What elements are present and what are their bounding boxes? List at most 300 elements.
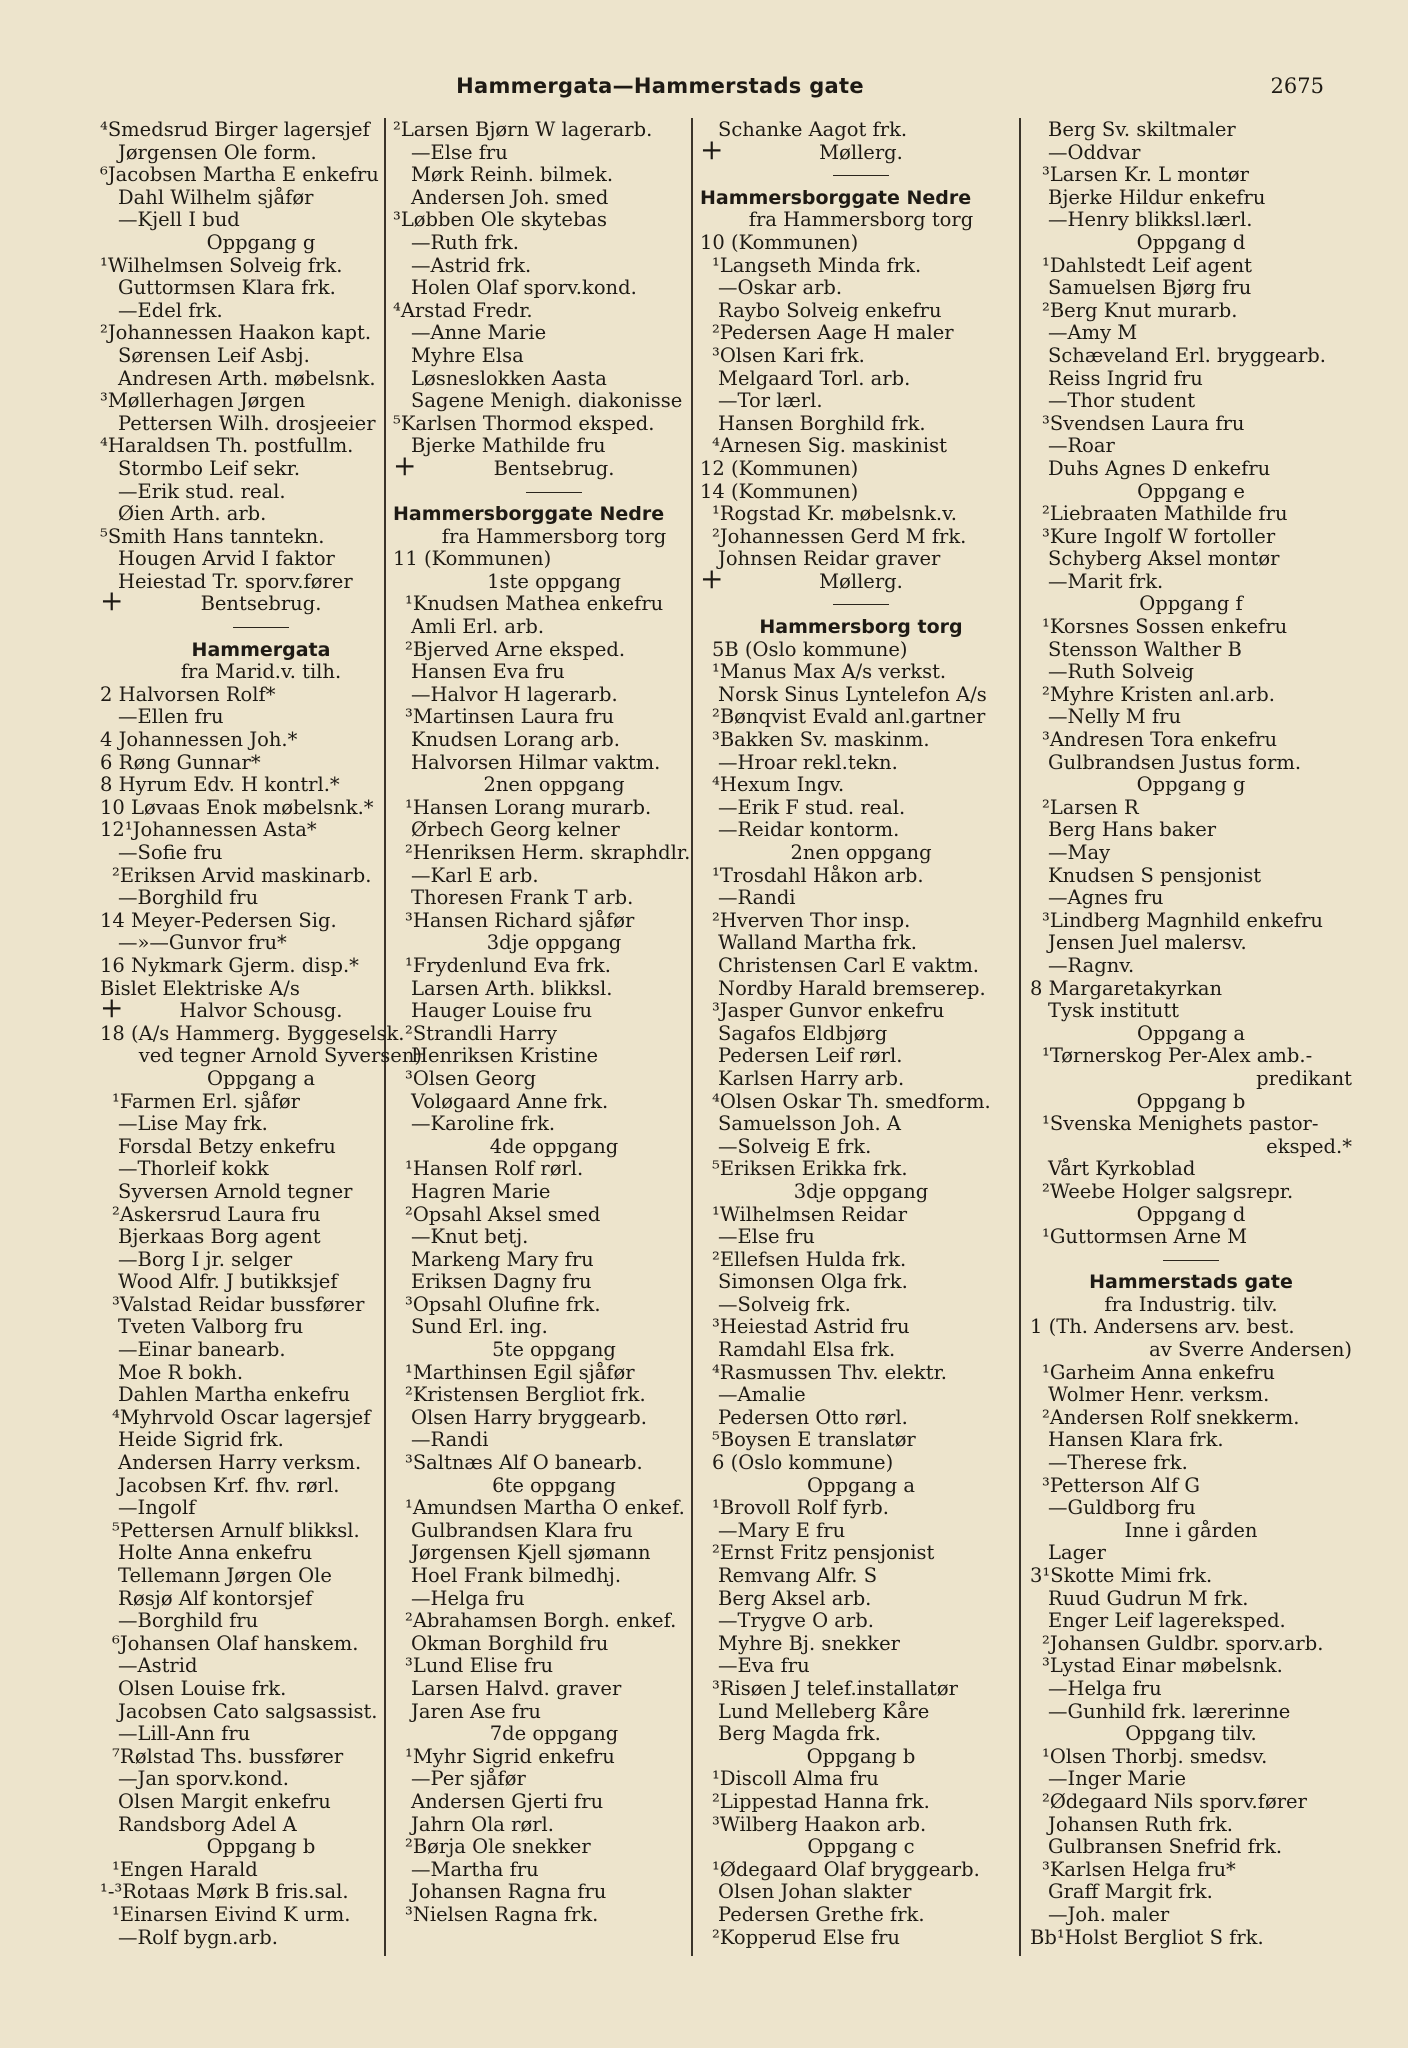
directory-entry: ²Kristensen Bergliot frk. [405, 1383, 646, 1407]
directory-entry: Bjerke Hildur enkefru [1048, 185, 1266, 209]
directory-entry: ²Abrahamsen Borgh. enkef. [405, 1609, 677, 1633]
directory-entry: ²Ellefsen Hulda frk. [712, 1247, 907, 1271]
directory-entry: —May [1048, 841, 1111, 864]
directory-entry: —»—Gunvor fru* [118, 931, 287, 955]
section-divider [393, 481, 715, 504]
section-label: Oppgang g [1136, 773, 1246, 797]
directory-entry: —Reidar kontorm. [718, 818, 900, 842]
directory-entry: Schanke Aagot frk. [718, 118, 908, 141]
directory-entry: ¹Einarsen Eivind K urm. [112, 1902, 351, 1926]
directory-entry: Thoresen Frank T arb. [411, 886, 634, 910]
directory-entry: Pedersen Grethe frk. [718, 1902, 925, 1926]
street-heading: Hammersborg torg [759, 616, 963, 639]
directory-entry: ²Hverven Thor insp. [712, 908, 911, 932]
directory-entry: ¹Engen Harald [112, 1857, 258, 1881]
directory-entry: ³Risøen J telef.installatør [712, 1676, 958, 1700]
directory-entry: —Hroar rekl.tekn. [718, 750, 898, 774]
directory-entry: —Ruth Solveig [1048, 660, 1194, 684]
section-label: fra Hammersborg torg [748, 208, 974, 232]
directory-entry: —Kjell I bud [118, 208, 240, 232]
directory-entry: ⁴Olsen Oskar Th. smedform. [712, 1089, 991, 1113]
directory-entry: Wood Alfr. J butikksjef [118, 1270, 338, 1294]
directory-entry: Hansen Eva fru [411, 660, 565, 684]
directory-entry: 12 (Kommunen) [700, 456, 859, 480]
section-label: 2nen oppgang [790, 841, 932, 864]
directory-entry: Larsen Halvd. graver [411, 1676, 622, 1700]
directory-entry: Norsk Sinus Lyntelefon A/s [718, 682, 987, 706]
directory-entry: Wolmer Henr. verksm. [1048, 1383, 1270, 1407]
directory-entry: —Ingolf [118, 1496, 196, 1520]
directory-entry: ⁶Jacobsen Martha E enkefru [100, 163, 379, 187]
directory-entry: Samuelsen Bjørg fru [1048, 276, 1252, 300]
directory-entry: —Thor student [1048, 389, 1196, 413]
directory-entry: Johnsen Reidar graver [718, 547, 941, 571]
directory-entry: ⁶Johansen Olaf hanskem. [112, 1631, 359, 1655]
directory-entry: ³Opsahl Olufine frk. [405, 1292, 601, 1316]
directory-entry: —Eva fru [718, 1654, 810, 1678]
directory-entry: Berg Magda frk. [718, 1722, 881, 1746]
directory-entry: ³Kure Ingolf W fortoller [1042, 524, 1276, 548]
directory-entry: ⁴Arstad Fredr. [393, 298, 533, 322]
directory-entry: Reiss Ingrid fru [1048, 366, 1203, 390]
directory-entry: Knudsen Lorang arb. [411, 728, 620, 752]
section-label: 5te oppgang [492, 1338, 616, 1362]
directory-entry: Pedersen Otto rørl. [718, 1405, 908, 1429]
directory-entry: —Guldborg fru [1048, 1496, 1196, 1520]
directory-entry: 8 Hyrum Edv. H kontrl.* [100, 773, 340, 797]
directory-entry: Berg Aksel arb. [718, 1586, 872, 1610]
section-divider [1030, 1249, 1352, 1272]
section-label: Oppgang a [1137, 1021, 1245, 1045]
directory-entry: Dahlen Martha enkefru [118, 1383, 351, 1407]
directory-entry: 14 (Kommunen) [700, 479, 859, 503]
directory-entry: Amli Erl. arb. [411, 615, 545, 639]
directory-entry: Tveten Valborg fru [118, 1315, 304, 1339]
directory-entry: —Helga fru [1048, 1676, 1162, 1700]
directory-entry: ³Olsen Georg [405, 1066, 537, 1090]
directory-entry: ¹Rogstad Kr. møbelsnk.v. [712, 502, 957, 526]
directory-entry: Christensen Carl E vaktm. [718, 953, 980, 977]
directory-entry: ³Løbben Ole skytebas [393, 208, 608, 232]
section-label: Inne i gården [1124, 1518, 1258, 1542]
directory-entry: ²Opsahl Aksel smed [405, 1202, 601, 1226]
directory-entry: Walland Martha frk. [718, 931, 917, 955]
directory-entry: —Knut betj. [411, 1225, 529, 1249]
directory-entry: —Oskar arb. [718, 276, 843, 300]
cross-street-marker: + Bentsebrug. [100, 593, 422, 616]
directory-entry: 12¹Johannessen Asta* [100, 818, 317, 842]
directory-entry: ¹Marthinsen Egil sjåfør [405, 1360, 635, 1384]
directory-entry: 1 (Th. Andersens arv. best. [1030, 1315, 1295, 1339]
directory-entry: Gulbransen Snefrid frk. [1048, 1835, 1283, 1859]
directory-entry: ³Olsen Kari frk. [712, 343, 865, 367]
directory-entry: Lund Melleberg Kåre [718, 1699, 930, 1723]
directory-entry: ³Jasper Gunvor enkefru [712, 999, 945, 1023]
section-divider [700, 593, 1022, 616]
directory-entry: —Karoline frk. [411, 1112, 556, 1136]
directory-entry: Øien Arth. arb. [118, 502, 267, 526]
directory-entry: —Trygve O arb. [718, 1609, 874, 1633]
directory-entry: 6 Røng Gunnar* [100, 750, 261, 774]
directory-entry: Markeng Mary fru [411, 1247, 594, 1271]
directory-entry: ³Larsen Kr. L montør [1042, 163, 1249, 187]
directory-column-1 [100, 119, 422, 1949]
directory-entry: Sørensen Leif Asbj. [118, 343, 310, 367]
section-label: 1ste oppgang [487, 569, 621, 593]
directory-entry: Jørgensen Kjell sjømann [411, 1541, 651, 1565]
directory-entry: Nordby Harald bremserep. [718, 976, 986, 1000]
directory-entry: —Helga fru [411, 1586, 525, 1610]
directory-entry: ⁴Myhrvold Oscar lagersjef [112, 1405, 371, 1429]
directory-entry: ⁵Smith Hans tanntekn. [100, 524, 325, 548]
directory-entry: ¹Wilhelmsen Solveig frk. [100, 253, 343, 277]
directory-entry: —Solveig frk. [718, 1292, 851, 1316]
directory-entry: Vårt Kyrkoblad [1048, 1157, 1196, 1181]
directory-entry: Hougen Arvid I faktor [118, 547, 335, 571]
section-label: Oppgang tilv. [1125, 1722, 1257, 1746]
directory-entry: —Gunhild frk. lærerinne [1048, 1699, 1291, 1723]
directory-column-2 [393, 119, 715, 1927]
directory-entry: eksped.* [1266, 1134, 1352, 1158]
directory-entry: ²Lippestad Hanna frk. [712, 1789, 930, 1813]
directory-entry: ²Askersrud Laura fru [112, 1202, 321, 1226]
directory-entry: ²Bjerved Arne eksped. [405, 637, 626, 661]
directory-entry: ³Lystad Einar møbelsnk. [1042, 1654, 1283, 1678]
directory-entry: ³Lund Elise fru [405, 1654, 554, 1678]
directory-entry: Andresen Arth. møbelsnk. [118, 366, 376, 390]
directory-entry: Berg Hans baker [1048, 818, 1217, 842]
directory-entry: Hauger Louise fru [411, 999, 593, 1023]
section-label: Oppgang b [1136, 1089, 1246, 1113]
cross-street-marker: + Halvor Schousg. [100, 1000, 422, 1023]
directory-entry: ¹Korsnes Sossen enkefru [1042, 615, 1288, 639]
directory-entry: Gulbrandsen Justus form. [1048, 750, 1302, 774]
directory-entry: ¹Dahlstedt Leif agent [1042, 253, 1252, 277]
directory-entry: ¹Discoll Alma fru [712, 1767, 879, 1791]
section-label: fra Marid.v. tilh. [180, 660, 342, 684]
directory-entry: Gulbrandsen Klara fru [411, 1518, 633, 1542]
directory-entry: —Nelly M fru [1048, 705, 1182, 729]
directory-entry: Hansen Klara frk. [1048, 1428, 1224, 1452]
directory-entry: —Erik stud. real. [118, 479, 286, 503]
directory-entry: ²Myhre Kristen anl.arb. [1042, 682, 1275, 706]
directory-entry: ³Karlsen Helga fru* [1042, 1857, 1236, 1881]
directory-entry: Halvorsen Hilmar vaktm. [411, 750, 661, 774]
directory-entry: Enger Leif lagereksped. [1048, 1609, 1286, 1633]
section-label: Oppgang a [207, 1066, 315, 1090]
directory-entry: —Jan sporv.kond. [118, 1767, 289, 1791]
directory-entry: ²Johannessen Haakon kapt. [100, 321, 372, 345]
section-label: Oppgang b [806, 1744, 916, 1768]
section-label: 3dje oppgang [793, 1179, 929, 1203]
directory-entry: Knudsen S pensjonist [1048, 863, 1262, 887]
directory-entry: 6 (Oslo kommune) [712, 1451, 894, 1475]
directory-entry: ¹Tørnerskog Per-Alex amb.- [1042, 1044, 1313, 1068]
directory-entry: ¹Garheim Anna enkefru [1042, 1360, 1275, 1384]
directory-entry: ³Svendsen Laura fru [1042, 411, 1245, 435]
directory-entry: Schæveland Erl. bryggearb. [1048, 343, 1326, 367]
directory-entry: —Rolf bygn.arb. [118, 1925, 278, 1949]
directory-entry: —Henry blikksl.lærl. [1048, 208, 1253, 232]
directory-entry: Tysk institutt [1048, 999, 1179, 1023]
directory-entry: ⁵Karlsen Thormod eksped. [393, 411, 655, 435]
directory-entry: ¹Manus Max A/s verkst. [712, 660, 947, 684]
directory-entry: —Martha fru [411, 1857, 539, 1881]
directory-entry: Jensen Juel malersv. [1048, 931, 1247, 955]
directory-entry: —Edel frk. [118, 298, 223, 322]
directory-entry: Røsjø Alf kontorsjef [118, 1586, 313, 1610]
section-label: Oppgang c [807, 1835, 915, 1859]
directory-entry: 4 Johannessen Joh.* [100, 728, 298, 752]
directory-entry: ⁴Hexum Ingv. [712, 773, 845, 797]
street-heading: Hammersborggate Nedre [393, 503, 665, 526]
directory-entry: 10 (Kommunen) [700, 230, 859, 254]
directory-entry: Andersen Joh. smed [411, 185, 609, 209]
directory-entry: Hagren Marie [411, 1179, 551, 1203]
directory-entry: Olsen Louise frk. [118, 1676, 287, 1700]
directory-entry: Raybo Solveig enkefru [718, 298, 942, 322]
directory-entry: ³Wilberg Haakon arb. [712, 1812, 927, 1836]
directory-entry: ¹Trosdahl Håkon arb. [712, 863, 924, 887]
directory-entry: ¹Langseth Minda frk. [712, 253, 922, 277]
directory-entry: ³Heiestad Astrid fru [712, 1315, 910, 1339]
directory-entry: ¹Brovoll Rolf fyrb. [712, 1496, 889, 1520]
directory-entry: Bjerkaas Borg agent [118, 1225, 321, 1249]
section-label: 2nen oppgang [483, 773, 625, 797]
page-header-title: Hammergata—Hammerstads gate [456, 74, 864, 98]
directory-entry: ²Liebraaten Mathilde fru [1042, 502, 1288, 526]
directory-entry: —Sofie fru [118, 841, 223, 864]
directory-entry: Ruud Gudrun M frk. [1048, 1586, 1249, 1610]
directory-entry: ⁴Haraldsen Th. postfullm. [100, 434, 354, 458]
directory-entry: Heiestad Tr. sporv.fører [118, 569, 353, 593]
directory-entry: —Einar banearb. [118, 1338, 286, 1362]
directory-entry: —Borghild fru [118, 1609, 259, 1633]
directory-entry: 3¹Skotte Mimi frk. [1030, 1564, 1213, 1587]
directory-entry: Løsneslokken Aasta [411, 366, 607, 390]
directory-entry: ²Ernst Fritz pensjonist [712, 1541, 935, 1565]
directory-entry: ⁵Eriksen Erikka frk. [712, 1157, 908, 1181]
directory-entry: ²Johannessen Gerd M frk. [712, 524, 967, 548]
street-heading: Hammergata [191, 638, 331, 661]
directory-entry: ³Petterson Alf G [1042, 1473, 1200, 1497]
directory-column-3 [700, 119, 1022, 1949]
directory-entry: Andersen Harry verksm. [118, 1451, 362, 1475]
section-label: Oppgang f [1139, 592, 1243, 616]
directory-entry: Larsen Arth. blikksl. [411, 976, 613, 1000]
directory-entry: —Thorleif kokk [118, 1157, 269, 1181]
directory-column-4 [1030, 119, 1352, 1949]
directory-entry: 18 (A/s Hammerg. Byggeselsk. [100, 1021, 405, 1045]
directory-entry: Moe R bokh. [118, 1360, 244, 1384]
directory-entry: ³Nielsen Ragna frk. [405, 1902, 599, 1926]
directory-entry: —Astrid frk. [411, 253, 532, 277]
cross-street-marker: + Møllerg. [700, 142, 1022, 165]
directory-entry: Bb¹Holst Bergliot S frk. [1030, 1925, 1264, 1949]
directory-entry: Stormbo Leif sekr. [118, 456, 301, 480]
directory-entry: Okman Borghild fru [411, 1631, 609, 1655]
directory-entry: ²Pedersen Aage H maler [712, 321, 954, 345]
directory-entry: —Inger Marie [1048, 1767, 1186, 1791]
directory-entry: Mørk Reinh. bilmek. [411, 163, 614, 187]
directory-entry: Remvang Alfr. S [718, 1564, 878, 1587]
directory-entry: ³Bakken Sv. maskinm. [712, 728, 930, 752]
directory-entry: Samuelsson Joh. A [718, 1112, 901, 1136]
directory-entry: Olsen Harry bryggearb. [411, 1405, 647, 1429]
directory-entry: Dahl Wilhelm sjåfør [118, 185, 314, 209]
directory-entry: Heide Sigrid frk. [118, 1428, 284, 1452]
directory-entry: Graff Margit frk. [1048, 1880, 1213, 1904]
directory-entry: Syversen Arnold tegner [118, 1179, 353, 1203]
directory-entry: ¹Myhr Sigrid enkefru [405, 1744, 615, 1768]
directory-entry: ²Larsen R [1042, 795, 1139, 819]
directory-entry: Ramdahl Elsa frk. [718, 1338, 896, 1362]
directory-entry: —Borg I jr. selger [118, 1247, 293, 1271]
section-label: 6te oppgang [492, 1473, 616, 1497]
directory-entry: ⁷Rølstad Ths. bussfører [112, 1744, 344, 1768]
directory-entry: —Amalie [718, 1383, 806, 1407]
directory-entry: 8 Margaretakyrkan [1030, 976, 1223, 1000]
section-label: Oppgang d [1136, 230, 1246, 254]
directory-entry: ²Johansen Guldbr. sporv.arb. [1042, 1631, 1324, 1655]
page-number: 2675 [1270, 74, 1324, 98]
directory-entry: ³Valstad Reidar bussfører [112, 1292, 365, 1316]
directory-entry: ²Børja Ole snekker [405, 1835, 591, 1859]
directory-entry: —Else fru [411, 140, 508, 164]
street-heading: Hammersborggate Nedre [700, 186, 972, 209]
directory-entry: ³Hansen Richard sjåfør [405, 908, 635, 932]
directory-entry: Voløgaard Anne frk. [411, 1089, 609, 1113]
directory-entry: Forsdal Betzy enkefru [118, 1134, 336, 1158]
directory-entry: 16 Nykmark Gjerm. disp.* [100, 953, 359, 977]
directory-entry: —Amy M [1048, 321, 1138, 345]
directory-entry: —Else fru [718, 1225, 815, 1249]
directory-entry: ¹Guttormsen Arne M [1042, 1225, 1248, 1249]
directory-entry: ¹-³Rotaas Mørk B fris.sal. [100, 1880, 349, 1904]
directory-entry: ²Strandli Harry [405, 1021, 557, 1045]
directory-entry: Bislet Elektriske A/s [100, 976, 300, 1000]
directory-entry: Jørgensen Ole form. [118, 140, 317, 164]
directory-entry: Henriksen Kristine [411, 1044, 599, 1068]
directory-entry: Bjerke Mathilde fru [411, 434, 606, 458]
directory-entry: Jahrn Ola rørl. [411, 1812, 554, 1836]
directory-entry: Jacobsen Krf. fhv. rørl. [118, 1473, 340, 1497]
directory-entry: Johansen Ragna fru [411, 1880, 607, 1904]
directory-entry: ³Martinsen Laura fru [405, 705, 615, 729]
directory-entry: —Randi [718, 886, 796, 910]
directory-entry: Randsborg Adel A [118, 1812, 297, 1836]
directory-entry: —Joh. maler [1048, 1902, 1170, 1926]
directory-entry: —Ragnv. [1048, 953, 1135, 977]
directory-entry: ²Berg Knut murarb. [1042, 298, 1238, 322]
directory-entry: Holte Anna enkefru [118, 1541, 313, 1565]
directory-entry: Karlsen Harry arb. [718, 1066, 905, 1090]
directory-entry: ³Andresen Tora enkefru [1042, 728, 1278, 752]
directory-entry: ¹Ødegaard Olaf bryggearb. [712, 1857, 980, 1881]
directory-entry: Jacobsen Cato salgsassist. [118, 1699, 378, 1723]
directory-entry: Tellemann Jørgen Ole [118, 1564, 332, 1587]
directory-entry: Berg Sv. skiltmaler [1048, 118, 1236, 141]
directory-entry: Ørbech Georg kelner [411, 818, 620, 842]
directory-entry: Hoel Frank bilmedhj. [411, 1564, 622, 1587]
section-label: Oppgang a [807, 1473, 915, 1497]
directory-entry: ⁴Arnesen Sig. maskinist [712, 434, 947, 458]
directory-entry: Jaren Ase fru [411, 1699, 541, 1723]
directory-entry: Hansen Borghild frk. [718, 411, 926, 435]
directory-entry: ³Saltnæs Alf O banearb. [405, 1451, 643, 1475]
section-label: 4de oppgang [489, 1134, 619, 1158]
directory-entry: —Therese frk. [1048, 1451, 1188, 1475]
directory-entry: Eriksen Dagny fru [411, 1270, 592, 1294]
directory-entry: 10 Løvaas Enok møbelsnk.* [100, 795, 374, 819]
directory-entry: Pedersen Leif rørl. [718, 1044, 903, 1068]
section-label: 3dje oppgang [486, 931, 622, 955]
directory-entry: Guttormsen Klara frk. [118, 276, 336, 300]
cross-street-marker: + Bentsebrug. [393, 458, 715, 481]
directory-entry: —Ruth frk. [411, 230, 519, 254]
directory-entry: ¹Hansen Rolf rørl. [405, 1157, 584, 1181]
directory-entry: —Roar [1048, 434, 1115, 458]
directory-entry: Johansen Ruth frk. [1048, 1812, 1233, 1836]
directory-entry: ⁵Pettersen Arnulf blikksl. [112, 1518, 360, 1542]
directory-entry: Pettersen Wilh. drosjeeier [118, 411, 376, 435]
directory-entry: —Halvor H lagerarb. [411, 682, 618, 706]
directory-entry: —Lill-Ann fru [118, 1722, 251, 1746]
directory-entry: —Oddvar [1048, 140, 1141, 164]
directory-entry: Andersen Gjerti fru [411, 1789, 604, 1813]
directory-entry: 5B (Oslo kommune) [712, 637, 908, 661]
section-label: Oppgang g [206, 230, 316, 254]
directory-entry: 14 Meyer-Pedersen Sig. [100, 908, 337, 932]
directory-entry: —Astrid [118, 1654, 198, 1678]
directory-entry: Olsen Margit enkefru [118, 1789, 331, 1813]
directory-entry: Lager [1048, 1541, 1106, 1565]
directory-entry: —Erik F stud. real. [718, 795, 906, 819]
directory-entry: ³Lindberg Magnhild enkefru [1042, 908, 1323, 932]
directory-entry: —Ellen fru [118, 705, 224, 729]
directory-entry: ²Larsen Bjørn W lagerarb. [393, 118, 653, 141]
directory-entry: Duhs Agnes D enkefru [1048, 456, 1271, 480]
directory-entry: —Per sjåfør [411, 1767, 526, 1791]
directory-entry: ⁴Smedsrud Birger lagersjef [100, 118, 370, 141]
directory-entry: 2 Halvorsen Rolf* [100, 682, 276, 706]
directory-entry: —Marit frk. [1048, 569, 1164, 593]
directory-entry: 11 (Kommunen) [393, 547, 552, 571]
directory-entry: ⁵Boysen E translatør [712, 1428, 916, 1452]
directory-entry: —Anne Marie [411, 321, 547, 345]
directory-entry: Myhre Bj. snekker [718, 1631, 900, 1655]
section-label: fra Industrig. tilv. [1104, 1292, 1278, 1316]
directory-entry: ²Weebe Holger salgsrepr. [1042, 1179, 1294, 1203]
directory-entry: ¹Svenska Menighets pastor- [1042, 1112, 1319, 1136]
section-label: Oppgang e [1137, 479, 1245, 503]
directory-entry: ²Bønqvist Evald anl.gartner [712, 705, 986, 729]
directory-entry: ved tegner Arnold Syversen) [138, 1044, 422, 1068]
section-label: Oppgang d [1136, 1202, 1246, 1226]
directory-entry: ¹Olsen Thorbj. smedsv. [1042, 1744, 1268, 1768]
directory-entry: ²Henriksen Herm. skraphdlr. [405, 841, 691, 864]
directory-entry: —Agnes fru [1048, 886, 1164, 910]
directory-entry: Olsen Johan slakter [718, 1880, 912, 1904]
directory-entry: Simonsen Olga frk. [718, 1270, 908, 1294]
directory-entry: Stensson Walther B [1048, 637, 1242, 661]
section-label: 7de oppgang [489, 1722, 619, 1746]
directory-entry: Sagene Menigh. diakonisse [411, 389, 683, 413]
directory-entry: ¹Knudsen Mathea enkefru [405, 592, 664, 616]
section-label: Oppgang b [206, 1835, 316, 1859]
directory-entry: ¹Wilhelmsen Reidar [712, 1202, 908, 1226]
directory-entry: —Randi [411, 1428, 489, 1452]
